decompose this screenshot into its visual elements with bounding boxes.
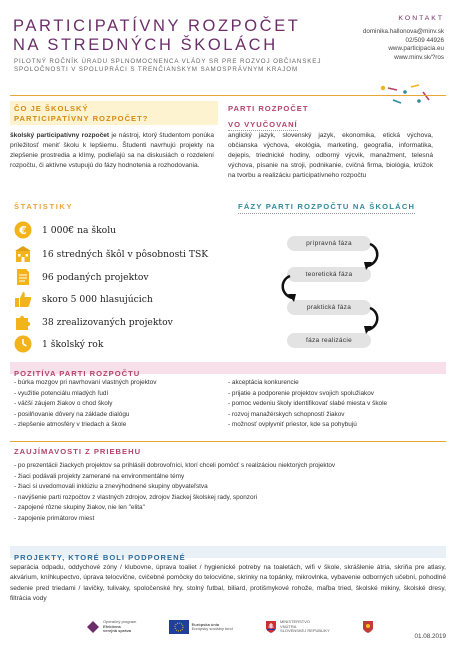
stat-item <box>14 333 103 355</box>
svg-text:€: € <box>19 224 27 237</box>
contact-email[interactable]: dominika.hallonova@minv.sk <box>362 27 444 35</box>
list-item: - zapojenie primátorov miest <box>14 514 95 522</box>
euro-coin-icon <box>14 221 32 239</box>
list-item: - akceptácia konkurencie <box>228 379 299 386</box>
logo-eu-line-1: Európska únia <box>191 621 220 627</box>
stat-item <box>14 311 173 333</box>
header-divider <box>10 95 446 96</box>
interesting-list <box>14 461 444 525</box>
efektivna-logo-icon <box>86 620 100 634</box>
logo-eu-line-2: Európsky sociálny fond <box>191 626 233 631</box>
what-is-heading-line-2: PARTICIPATÍVNY ROZPOČET? <box>14 113 149 123</box>
parti-teaching-heading <box>228 101 433 135</box>
what-is-text <box>10 131 214 171</box>
what-is-heading-line-1: ČO JE ŠKOLSKÝ <box>14 104 89 113</box>
list-item: - žiaci si uvedomovali inklúziu a znevýhodnené skupiny obyvateľstva <box>14 483 208 491</box>
section-divider <box>10 441 446 442</box>
phase-step: teoretická fáza <box>287 267 371 282</box>
phase-step: fáza realizácie <box>287 333 371 348</box>
stat-item <box>14 288 153 310</box>
parti-teaching-text: anglický jazyk, slovenský jazyk, ekonomika, etická výchova, občianska výchova, ekológia, marketing, geografia, informatika, dejepis, triednické hodiny, odborný výcvik, manažment, telesná výchova, písanie na stroji, podnikanie, cvičná firma, biológia, krúžok na tvorbu a realizáciu participatívneho rozpočtu <box>228 132 433 179</box>
footer-logos <box>10 614 446 640</box>
logo-efektivna-line-1: Operačný program <box>103 619 137 625</box>
contact-phone: 02/509 44926 <box>405 36 444 44</box>
list-item: - posilňovanie dôvery na základe dialógu <box>14 410 130 418</box>
statistics-heading: ŠTATISTIKY <box>14 202 74 211</box>
positives-heading-band <box>10 362 446 378</box>
phase-flow-arrows-icon <box>276 240 386 340</box>
list-item: - rozvoj manažérskych schopností žiakov <box>228 410 345 418</box>
supported-heading-band <box>10 546 446 562</box>
stat-item <box>14 219 116 241</box>
positives-heading: POZITÍVA PARTI ROZPOČTU <box>14 369 141 378</box>
list-item: - zapojené rôzne skupiny žiakov, nie len "elita" <box>14 504 145 512</box>
stat-item <box>14 266 149 288</box>
logo-ministry-interior <box>265 619 330 635</box>
contact-heading: KONTAKT <box>398 15 444 22</box>
parti-teaching-heading-line-2: VO VYUČOVANÍ <box>228 120 298 132</box>
what-is-lead: školský participatívny rozpočet <box>10 132 110 139</box>
list-item: - možnosť ovplyvniť priestor, kde sa pohybujú <box>228 421 357 429</box>
document-icon <box>14 268 32 286</box>
slovak-coat-of-arms-icon <box>265 620 277 634</box>
supported-heading: PROJEKTY, KTORÉ BOLI PODPORENÉ <box>14 553 186 562</box>
logo-minv-line-1: MINISTERSTVO <box>279 619 310 625</box>
list-item: - žiaci podávali projekty zamerané na environmentálne témy <box>14 472 185 480</box>
subtitle <box>14 58 374 74</box>
clock-icon <box>14 335 32 353</box>
stat-label: 1 000€ na školu <box>42 224 117 236</box>
list-item: - väčší záujem žiakov o chod školy <box>14 400 113 408</box>
logo-minv-line-2: VNÚTRA <box>279 623 297 629</box>
stat-label: 1 školský rok <box>42 338 104 350</box>
contact-block <box>334 15 444 63</box>
subtitle-line-1: PILOTNÝ ROČNÍK ÚRADU SPLNOMOCNENCA VLÁDY SR PRE ROZVOJ OBČIANSKEJ <box>14 58 322 65</box>
tsk-crest-icon <box>362 620 374 634</box>
what-is-body: je nástroj, ktorý študentom ponúka príležitosť meniť školu k lepšiemu. Študenti navrhujú projekty na zlepšenie prostredia a klímy, podieľajú sa na diskusiách o rozdelení rozpočtu, či aktívne vstupujú do fázy hodnotenia a rozhodovania. <box>10 132 214 169</box>
list-item: - zlepšenie atmosféry v triedach a škole <box>14 421 127 429</box>
thumbs-up-icon <box>14 290 32 308</box>
parti-teaching-heading-line-1: PARTI ROZPOČET <box>228 104 309 113</box>
phases-heading: FÁZY PARTI ROZPOČTU NA ŠKOLÁCH <box>238 202 415 214</box>
list-item: - búrka mozgov pri navrhovaní vlastných projektov <box>14 379 157 386</box>
title-line-2: NA STREDNÝCH ŠKOLÁCH <box>13 36 278 54</box>
school-building-icon <box>14 245 32 263</box>
title-line-1: PARTICIPATÍVNY ROZPOČET <box>13 17 301 35</box>
phase-step: praktická fáza <box>287 300 371 315</box>
logo-efektivna-line-3: verejná správa <box>103 628 132 634</box>
page-title <box>13 17 313 55</box>
stat-label: skoro 5 000 hlasujúcich <box>42 293 153 305</box>
positives-list-right <box>228 378 443 431</box>
interesting-heading: ZAUJÍMAVOSTI Z PRIEBEHU <box>14 447 142 456</box>
puzzle-icon <box>14 313 32 331</box>
contact-web-link[interactable]: www.participacia.eu <box>388 45 444 53</box>
positives-list-left <box>14 378 224 431</box>
logo-tsk-crest <box>362 619 374 635</box>
logo-eu <box>169 619 233 635</box>
logo-efektivna-line-2: Efektívna <box>103 623 121 629</box>
publication-date: 01.08.2019 <box>414 633 446 640</box>
stat-label: 96 podaných projektov <box>42 271 149 283</box>
list-item: - po prezentácii žiackych projektov sa prihlásili dobrovoľníci, ktorí chceli pomôcť s realizáciou niektorých projektov <box>14 462 336 469</box>
contact-web-link-2[interactable]: www.minv.sk/?ros <box>394 54 444 62</box>
list-item: - prijatie a podporenie projektov svojich spolužiakov <box>228 389 374 397</box>
what-is-heading-box <box>10 101 218 125</box>
list-item: - pomoc vedeniu školy identifikovať slabé miesta v škole <box>228 400 388 408</box>
phase-step: prípravná fáza <box>287 236 371 251</box>
list-item: - využitie potenciálu mladých ľudí <box>14 389 109 397</box>
stat-item <box>14 243 208 265</box>
logo-efektivna-verejna-sprava <box>86 619 136 635</box>
subtitle-line-2: SPOLOČNOSTI V SPOLUPRÁCI S TRENČIANSKYM SAMOSPRÁVNYM KRAJOM <box>14 66 299 73</box>
stat-label: 38 zrealizovaných projektov <box>42 316 173 328</box>
supported-text: separácia odpadu, oddychové zóny / klubovne, úprava toaliet / hygienické potreby na toaletách, wifi v škole, skrášlenie átria, skriňa pre atlasy, akvárium, kníhkupectvo, úprava telocvične, cvičebné pomôcky do telocvične, skrinky na topánky, mikrovlnka, vybavenie odborných učební, pohodlné sedenie pred triedami / lavičky, tulivaky, spoločenské hry, stolný futbal, biliard, protišmykové rohože, maľba tried, školské mikiny, školské dresy, filtrácia vody <box>10 564 446 602</box>
stat-label: 16 stredných škôl v pôsobnosti TSK <box>42 248 209 260</box>
logo-minv-line-3: SLOVENSKEJ REPUBLIKY <box>279 628 330 634</box>
eu-flag-icon <box>169 620 189 634</box>
list-item: - navýšenie parti rozpočtov z vlastných zdrojov, zdrojov žiackej školskej rady, sponzori <box>14 493 258 501</box>
